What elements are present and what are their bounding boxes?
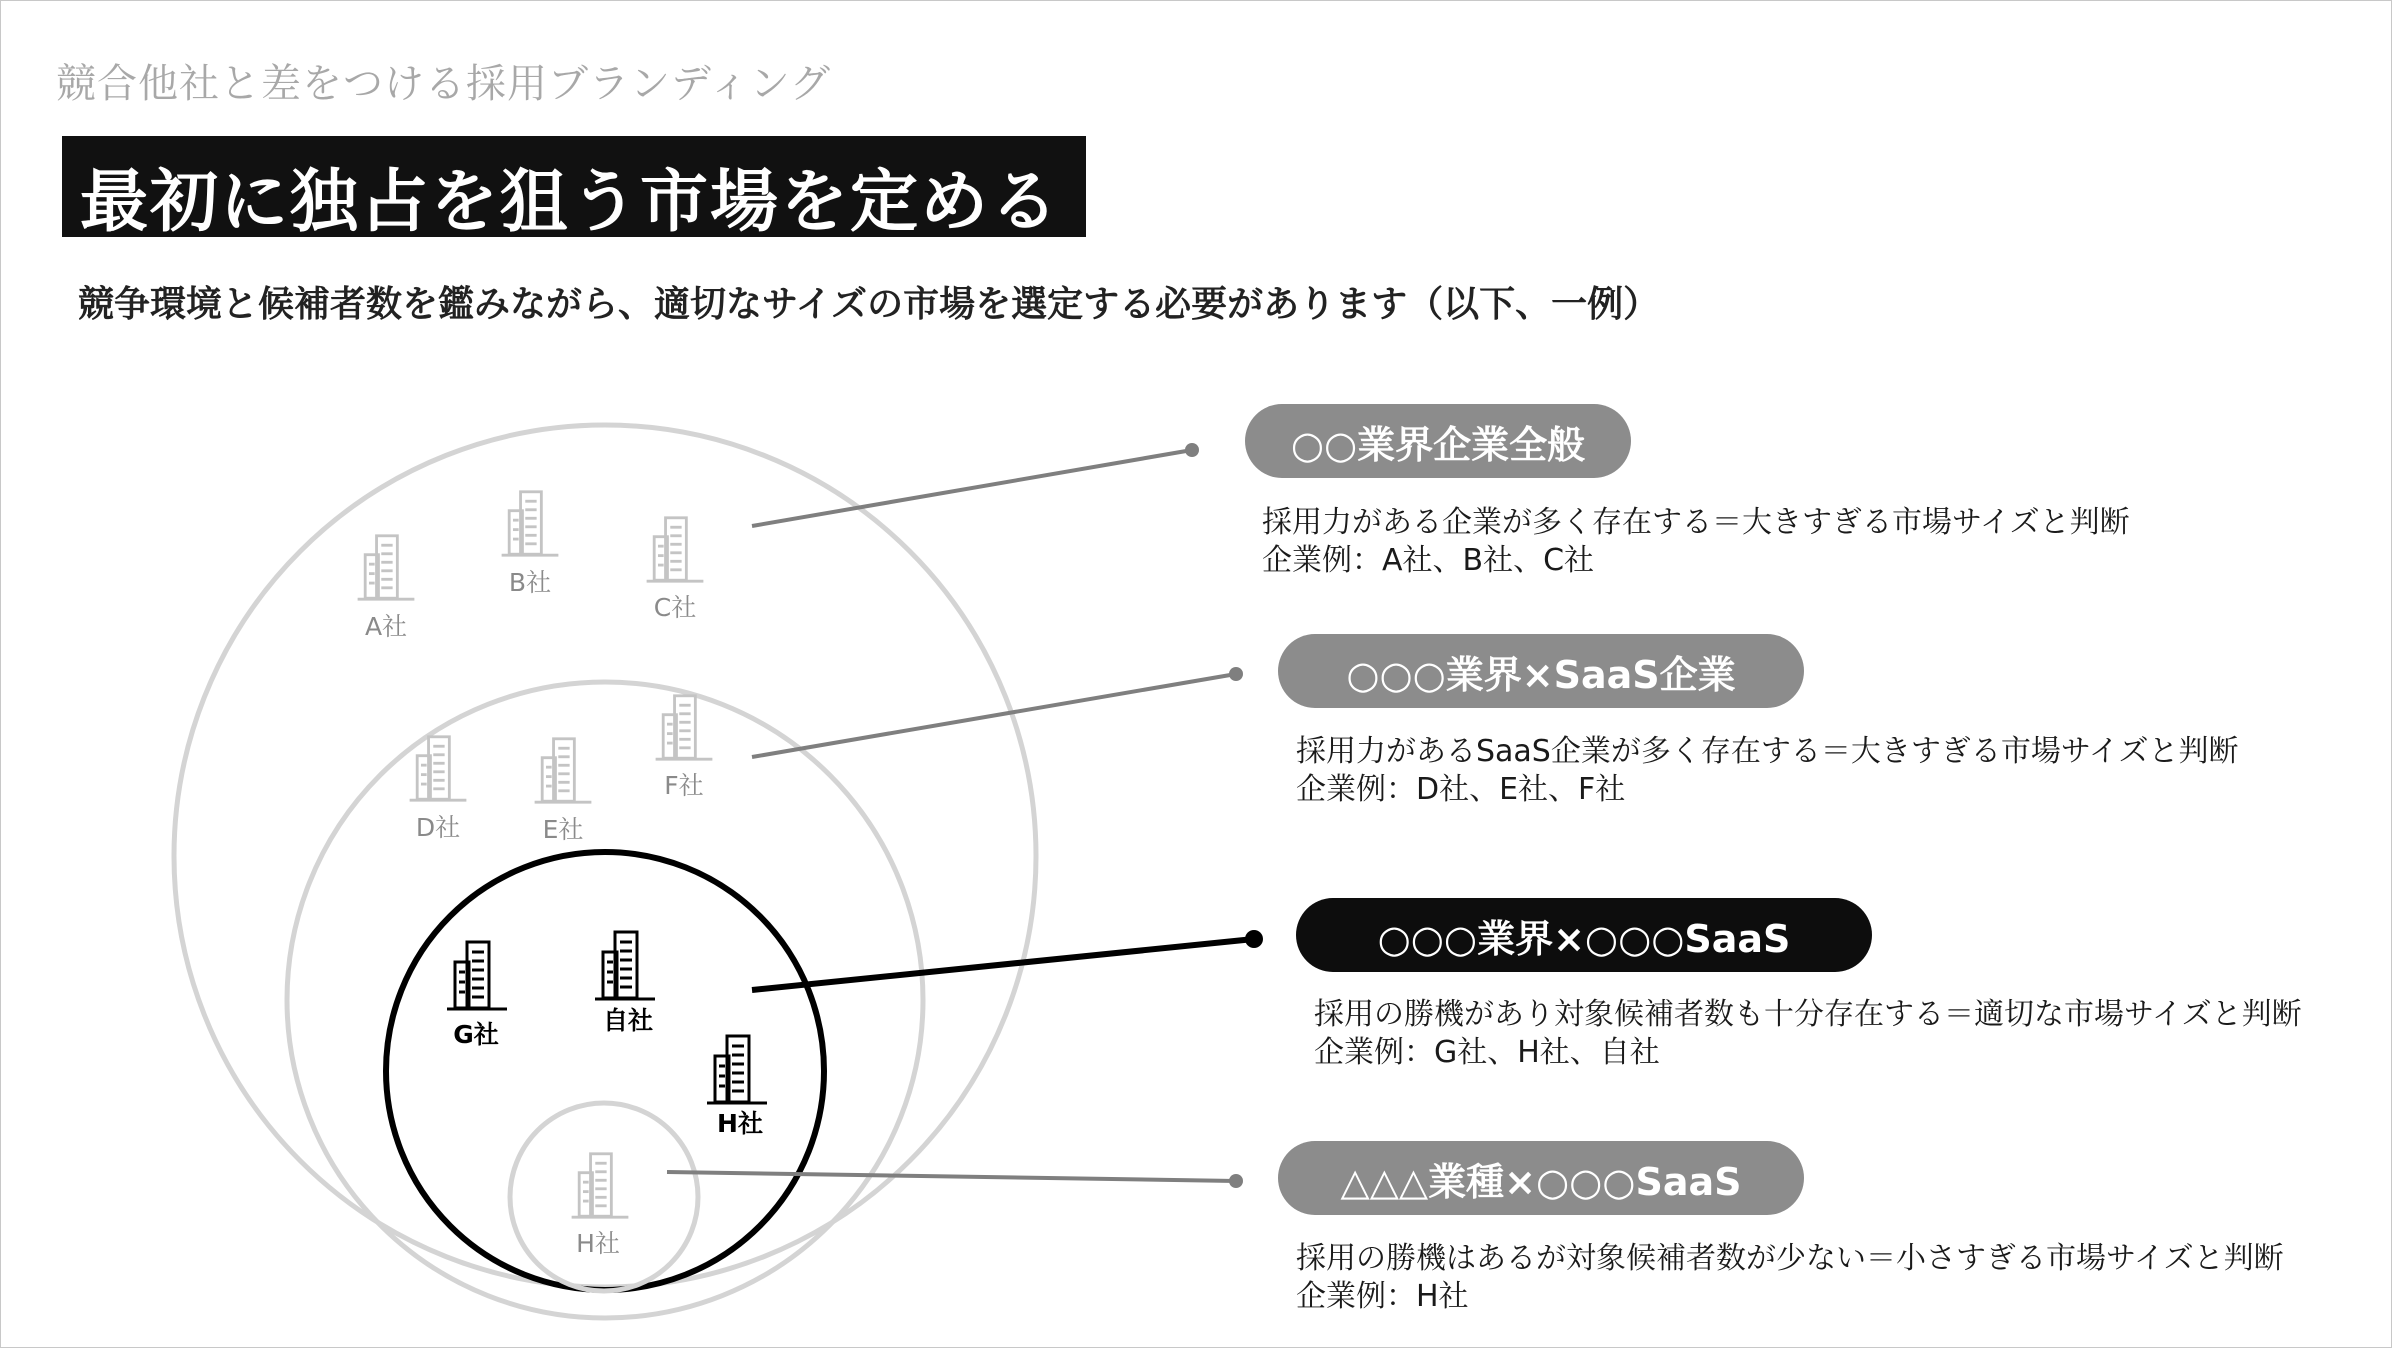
company-c: [647, 518, 704, 622]
office-building-icon: [647, 518, 704, 581]
lead-text: 競争環境と候補者数を鑑みながら、適切なサイズの市場を選定する必要があります（以下、一例）: [78, 284, 1660, 325]
office-building-icon: [447, 942, 507, 1009]
segment-pill-niche: △△△業種×○○○SaaS: [1278, 1141, 1804, 1215]
office-building-icon: [535, 739, 592, 802]
company-g: [447, 942, 507, 1049]
company-a: [358, 536, 415, 641]
office-building-icon: [502, 492, 559, 555]
connector-small: [667, 1172, 1243, 1188]
segment-assessment: 採用の勝機があり対象候補者数も十分存在する＝適切な市場サイズと判断: [1314, 997, 2302, 1032]
segment-examples: 企業例：A社、B社、C社: [1262, 543, 1595, 578]
office-building-icon: [595, 932, 655, 999]
segment-examples: 企業例：G社、H社、自社: [1314, 1035, 1660, 1070]
company-e: [535, 739, 592, 844]
segment-desc-saas: [1296, 733, 2238, 809]
page-title: 最初に独占を狙う市場を定める: [80, 163, 1061, 242]
company-b: [502, 492, 559, 597]
segment-examples: 企業例：H社: [1296, 1279, 1469, 1314]
segment-pill-target: ○○○業界×○○○SaaS: [1296, 898, 1872, 972]
outer-market-circle: [174, 425, 1036, 1287]
segment-desc-target: [1314, 996, 2302, 1072]
company-h-small: [572, 1154, 629, 1258]
company-d: [410, 737, 467, 842]
company-h: [707, 1036, 767, 1138]
office-building-icon: [358, 536, 415, 599]
company-label: F社: [664, 771, 704, 800]
segment-pill-all-industry: ○○業界企業全般: [1245, 404, 1631, 478]
company-f: [656, 696, 713, 800]
connector-target: [752, 930, 1263, 990]
company-label: C社: [653, 593, 697, 622]
target-market-circle: [386, 852, 824, 1290]
segment-desc-all-industry: [1262, 504, 2130, 580]
company-label: D社: [415, 813, 461, 842]
segment-assessment: 採用力がある企業が多く存在する＝大きすぎる市場サイズと判断: [1262, 505, 2130, 540]
office-building-icon: [707, 1036, 767, 1103]
company-label: A社: [364, 612, 408, 641]
office-building-icon: [656, 696, 713, 759]
company-label: H社: [717, 1109, 763, 1138]
company-label: E社: [542, 815, 584, 844]
segment-assessment: 採用の勝機はあるが対象候補者数が少ない＝小さすぎる市場サイズと判断: [1296, 1241, 2284, 1276]
company-label: H社: [576, 1229, 620, 1258]
company-label: 自社: [602, 1006, 654, 1035]
section-title: 競合他社と差をつける採用ブランディング: [56, 61, 831, 107]
segment-pill-saas: ○○○業界×SaaS企業: [1278, 634, 1804, 708]
segment-examples: 企業例：D社、E社、F社: [1296, 772, 1626, 807]
company-label: G社: [453, 1020, 499, 1049]
office-building-icon: [410, 737, 467, 800]
office-building-icon: [572, 1154, 629, 1217]
company-label: B社: [508, 568, 552, 597]
segment-desc-niche: [1296, 1240, 2284, 1316]
segment-assessment: 採用力があるSaaS企業が多く存在する＝大きすぎる市場サイズと判断: [1296, 734, 2239, 769]
company-self: [595, 932, 655, 1035]
